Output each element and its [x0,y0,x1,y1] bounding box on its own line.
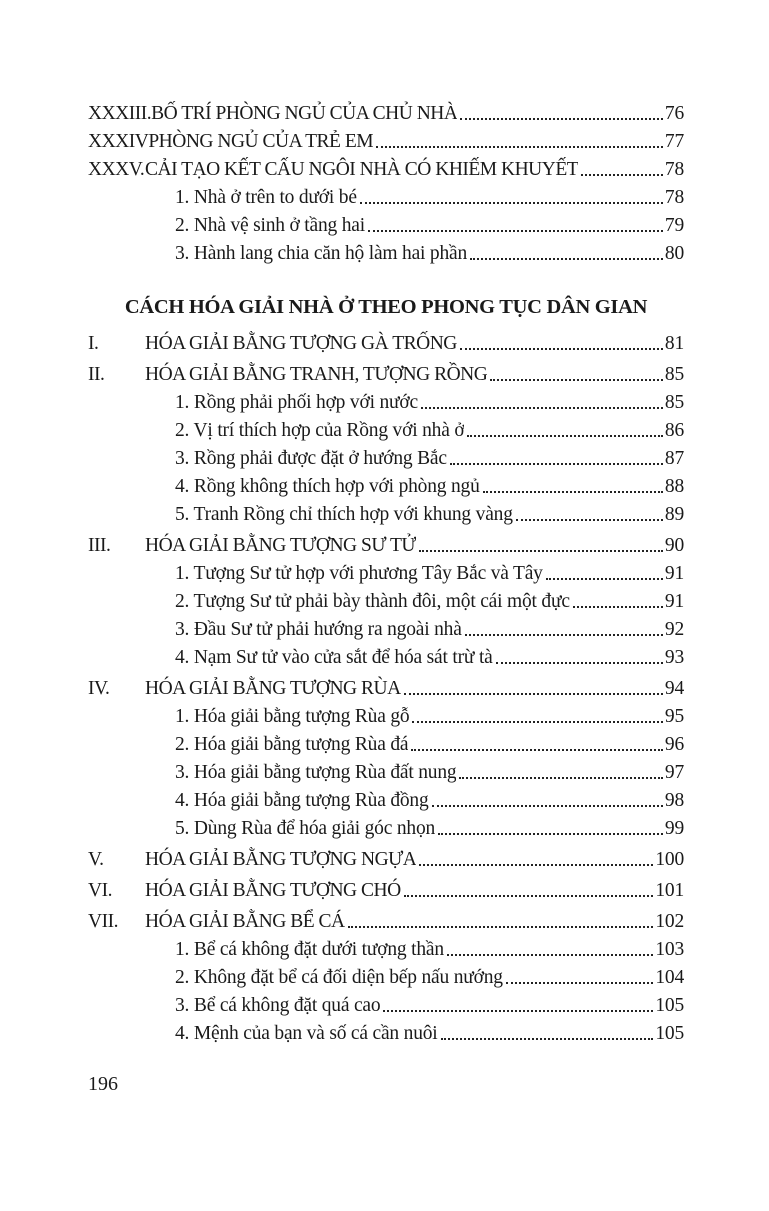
toc-entry-title: 2. Không đặt bể cá đối diện bếp nấu nướng [175,967,503,988]
dot-leader [376,146,663,148]
toc-entry-title: 5. Tranh Rồng chỉ thích hợp với khung vàng [175,504,513,525]
toc-entry-page: 102 [655,911,684,932]
toc-entry-page: 91 [664,563,684,584]
toc-entry-page: 88 [664,476,684,497]
toc-entry-page: 86 [664,420,684,441]
dot-leader [412,721,662,723]
toc-entry-title: 3. Hành lang chia căn hộ làm hai phần [175,243,468,264]
toc-entry [88,644,684,672]
dot-leader [506,982,653,984]
toc-entry-page: 99 [664,818,684,839]
toc-entry-page: 101 [655,880,684,901]
dot-leader [383,1010,653,1012]
toc-entry-page: 105 [655,1023,684,1044]
toc-entry-title: BỐ TRÍ PHÒNG NGỦ CỦA CHỦ NHÀ [151,103,458,124]
toc-entry-title: 1. Rồng phải phối hợp với nước [175,392,418,413]
dot-leader [432,805,663,807]
toc-entry-page: 78 [664,187,684,208]
toc-entry-page: 79 [664,215,684,236]
toc-entry [88,212,684,240]
toc-entry-title: HÓA GIẢI BẰNG BỂ CÁ [145,911,345,932]
toc-entry-number: VII. [88,911,118,932]
dot-leader [368,230,663,232]
toc-entry [88,184,684,212]
dot-leader [348,926,654,928]
toc-entry-title: 1. Nhà ở trên to dưới bé [175,187,357,208]
toc-entry-page: 98 [664,790,684,811]
toc-entry-page: 90 [664,535,684,556]
toc-entry [88,501,684,529]
dot-leader [496,662,663,664]
toc-entry-page: 87 [664,448,684,469]
toc-entry-page: 78 [664,159,684,180]
dot-leader [465,634,663,636]
dot-leader [460,118,662,120]
dot-leader [419,864,653,866]
toc-entry [88,100,684,128]
toc-entry [88,675,684,703]
toc-entry-title: CẢI TẠO KẾT CẤU NGÔI NHÀ CÓ KHIẾM KHUYẾT [145,159,579,180]
toc-entry-page: 93 [664,647,684,668]
dot-leader [460,348,663,350]
toc-entry-page: 91 [664,591,684,612]
toc-entry [88,588,684,616]
dot-leader [490,379,663,381]
dot-leader [441,1038,654,1040]
dot-leader [516,519,663,521]
toc-entry [88,1020,684,1048]
toc-entry [88,703,684,731]
toc-entry-number: I. [88,333,99,354]
dot-leader [546,578,663,580]
toc-entry-title: 4. Nạm Sư tử vào cửa sắt để hóa sát trừ tà [175,647,493,668]
toc-entry-page: 81 [664,333,684,354]
toc-entry-page: 89 [664,504,684,525]
toc-entry-page: 103 [655,939,684,960]
toc-entry-page: 105 [655,995,684,1016]
toc-entry-title: 4. Hóa giải bằng tượng Rùa đồng [175,790,429,811]
toc-entry-title: 4. Rồng không thích hợp với phòng ngủ [175,476,480,497]
dot-leader [459,777,662,779]
toc-entry-title: PHÒNG NGỦ CỦA TRẺ EM [148,131,374,152]
toc-entry [88,731,684,759]
toc-entry-page: 77 [664,131,684,152]
toc-entry-number: VI. [88,880,112,901]
toc-entry-title: 3. Hóa giải bằng tượng Rùa đất nung [175,762,457,783]
toc-entry-number: IV. [88,678,110,699]
toc-entry-title: 3. Rồng phải được đặt ở hướng Bắc [175,448,447,469]
toc-entry-title: HÓA GIẢI BẰNG TƯỢNG CHÓ [145,880,401,901]
toc-entry [88,240,684,268]
toc-entry-number: V. [88,849,104,870]
toc-entry-title: HÓA GIẢI BẰNG TRANH, TƯỢNG RỒNG [145,364,488,385]
toc-entry [88,389,684,417]
toc-entry [88,964,684,992]
toc-entry-title: 3. Đầu Sư tử phải hướng ra ngoài nhà [175,619,462,640]
toc-entry-title: 1. Bể cá không đặt dưới tượng thần [175,939,444,960]
dot-leader [450,463,663,465]
toc-entry [88,846,684,874]
dot-leader [438,833,663,835]
dot-leader [581,174,663,176]
toc-entry [88,361,684,389]
toc-entry-number: III. [88,535,111,556]
dot-leader [411,749,663,751]
toc-entry-page: 94 [664,678,684,699]
toc-entry-title: 2. Vị trí thích hợp của Rồng với nhà ở [175,420,465,441]
toc-entry [88,908,684,936]
toc-entry [88,815,684,843]
toc-entry [88,992,684,1020]
toc-entry [88,560,684,588]
toc-entry-title: HÓA GIẢI BẰNG TƯỢNG RÙA [145,678,401,699]
toc-entry-title: 1. Hóa giải bằng tượng Rùa gỗ [175,706,410,727]
dot-leader [447,954,653,956]
toc-entry [88,417,684,445]
toc-entry-number: XXXV. [88,159,145,180]
toc-entry [88,473,684,501]
toc-entry-page: 104 [655,967,684,988]
toc-entry-page: 100 [655,849,684,870]
toc-entry [88,759,684,787]
toc-entry-title: 2. Tượng Sư tử phải bày thành đôi, một cái một đực [175,591,570,612]
toc-entry [88,532,684,560]
toc-entry-title: HÓA GIẢI BẰNG TƯỢNG SƯ TỬ [145,535,417,556]
toc-entry-number: XXXIV [88,131,149,152]
toc-entry [88,616,684,644]
toc-entry [88,445,684,473]
dot-leader [467,435,662,437]
toc-entry [88,330,684,358]
toc-entry-page: 97 [664,762,684,783]
toc-entry-title: HÓA GIẢI BẰNG TƯỢNG NGỰA [145,849,417,870]
toc-entry-title: HÓA GIẢI BẰNG TƯỢNG GÀ TRỐNG [145,333,457,354]
dot-leader [421,407,663,409]
toc-entry [88,128,684,156]
dot-leader [470,258,663,260]
dot-leader [573,606,663,608]
toc-entry-page: 96 [664,734,684,755]
toc-entry-page: 85 [664,392,684,413]
toc-part-heading: CÁCH HÓA GIẢI NHÀ Ở THEO PHONG TỤC DÂN GIAN [124,296,648,318]
dot-leader [360,202,663,204]
dot-leader [404,693,663,695]
toc-entry-page: 95 [664,706,684,727]
toc-entry [88,156,684,184]
toc-entry-number: II. [88,364,105,385]
toc-entry-number: XXXIII. [88,103,152,124]
toc-entry [88,787,684,815]
dot-leader [483,491,663,493]
toc-entry-page: 80 [664,243,684,264]
toc-entry-page: 76 [664,103,684,124]
toc-entry-title: 2. Hóa giải bằng tượng Rùa đá [175,734,409,755]
toc-entry-title: 1. Tượng Sư tử hợp với phương Tây Bắc và Tây [175,563,543,584]
toc-entry-title: 4. Mệnh của bạn và số cá cần nuôi [175,1023,438,1044]
dot-leader [419,550,663,552]
toc-entry-title: 5. Dùng Rùa để hóa giải góc nhọn [175,818,436,839]
toc-entry-title: 3. Bể cá không đặt quá cao [175,995,381,1016]
toc-entry-page: 85 [664,364,684,385]
dot-leader [404,895,654,897]
footer-page-number: 196 [88,1073,118,1095]
toc-list [88,100,684,1048]
toc-entry-title: 2. Nhà vệ sinh ở tầng hai [175,215,365,236]
toc-entry-page: 92 [664,619,684,640]
toc-entry [88,936,684,964]
toc-entry [88,877,684,905]
